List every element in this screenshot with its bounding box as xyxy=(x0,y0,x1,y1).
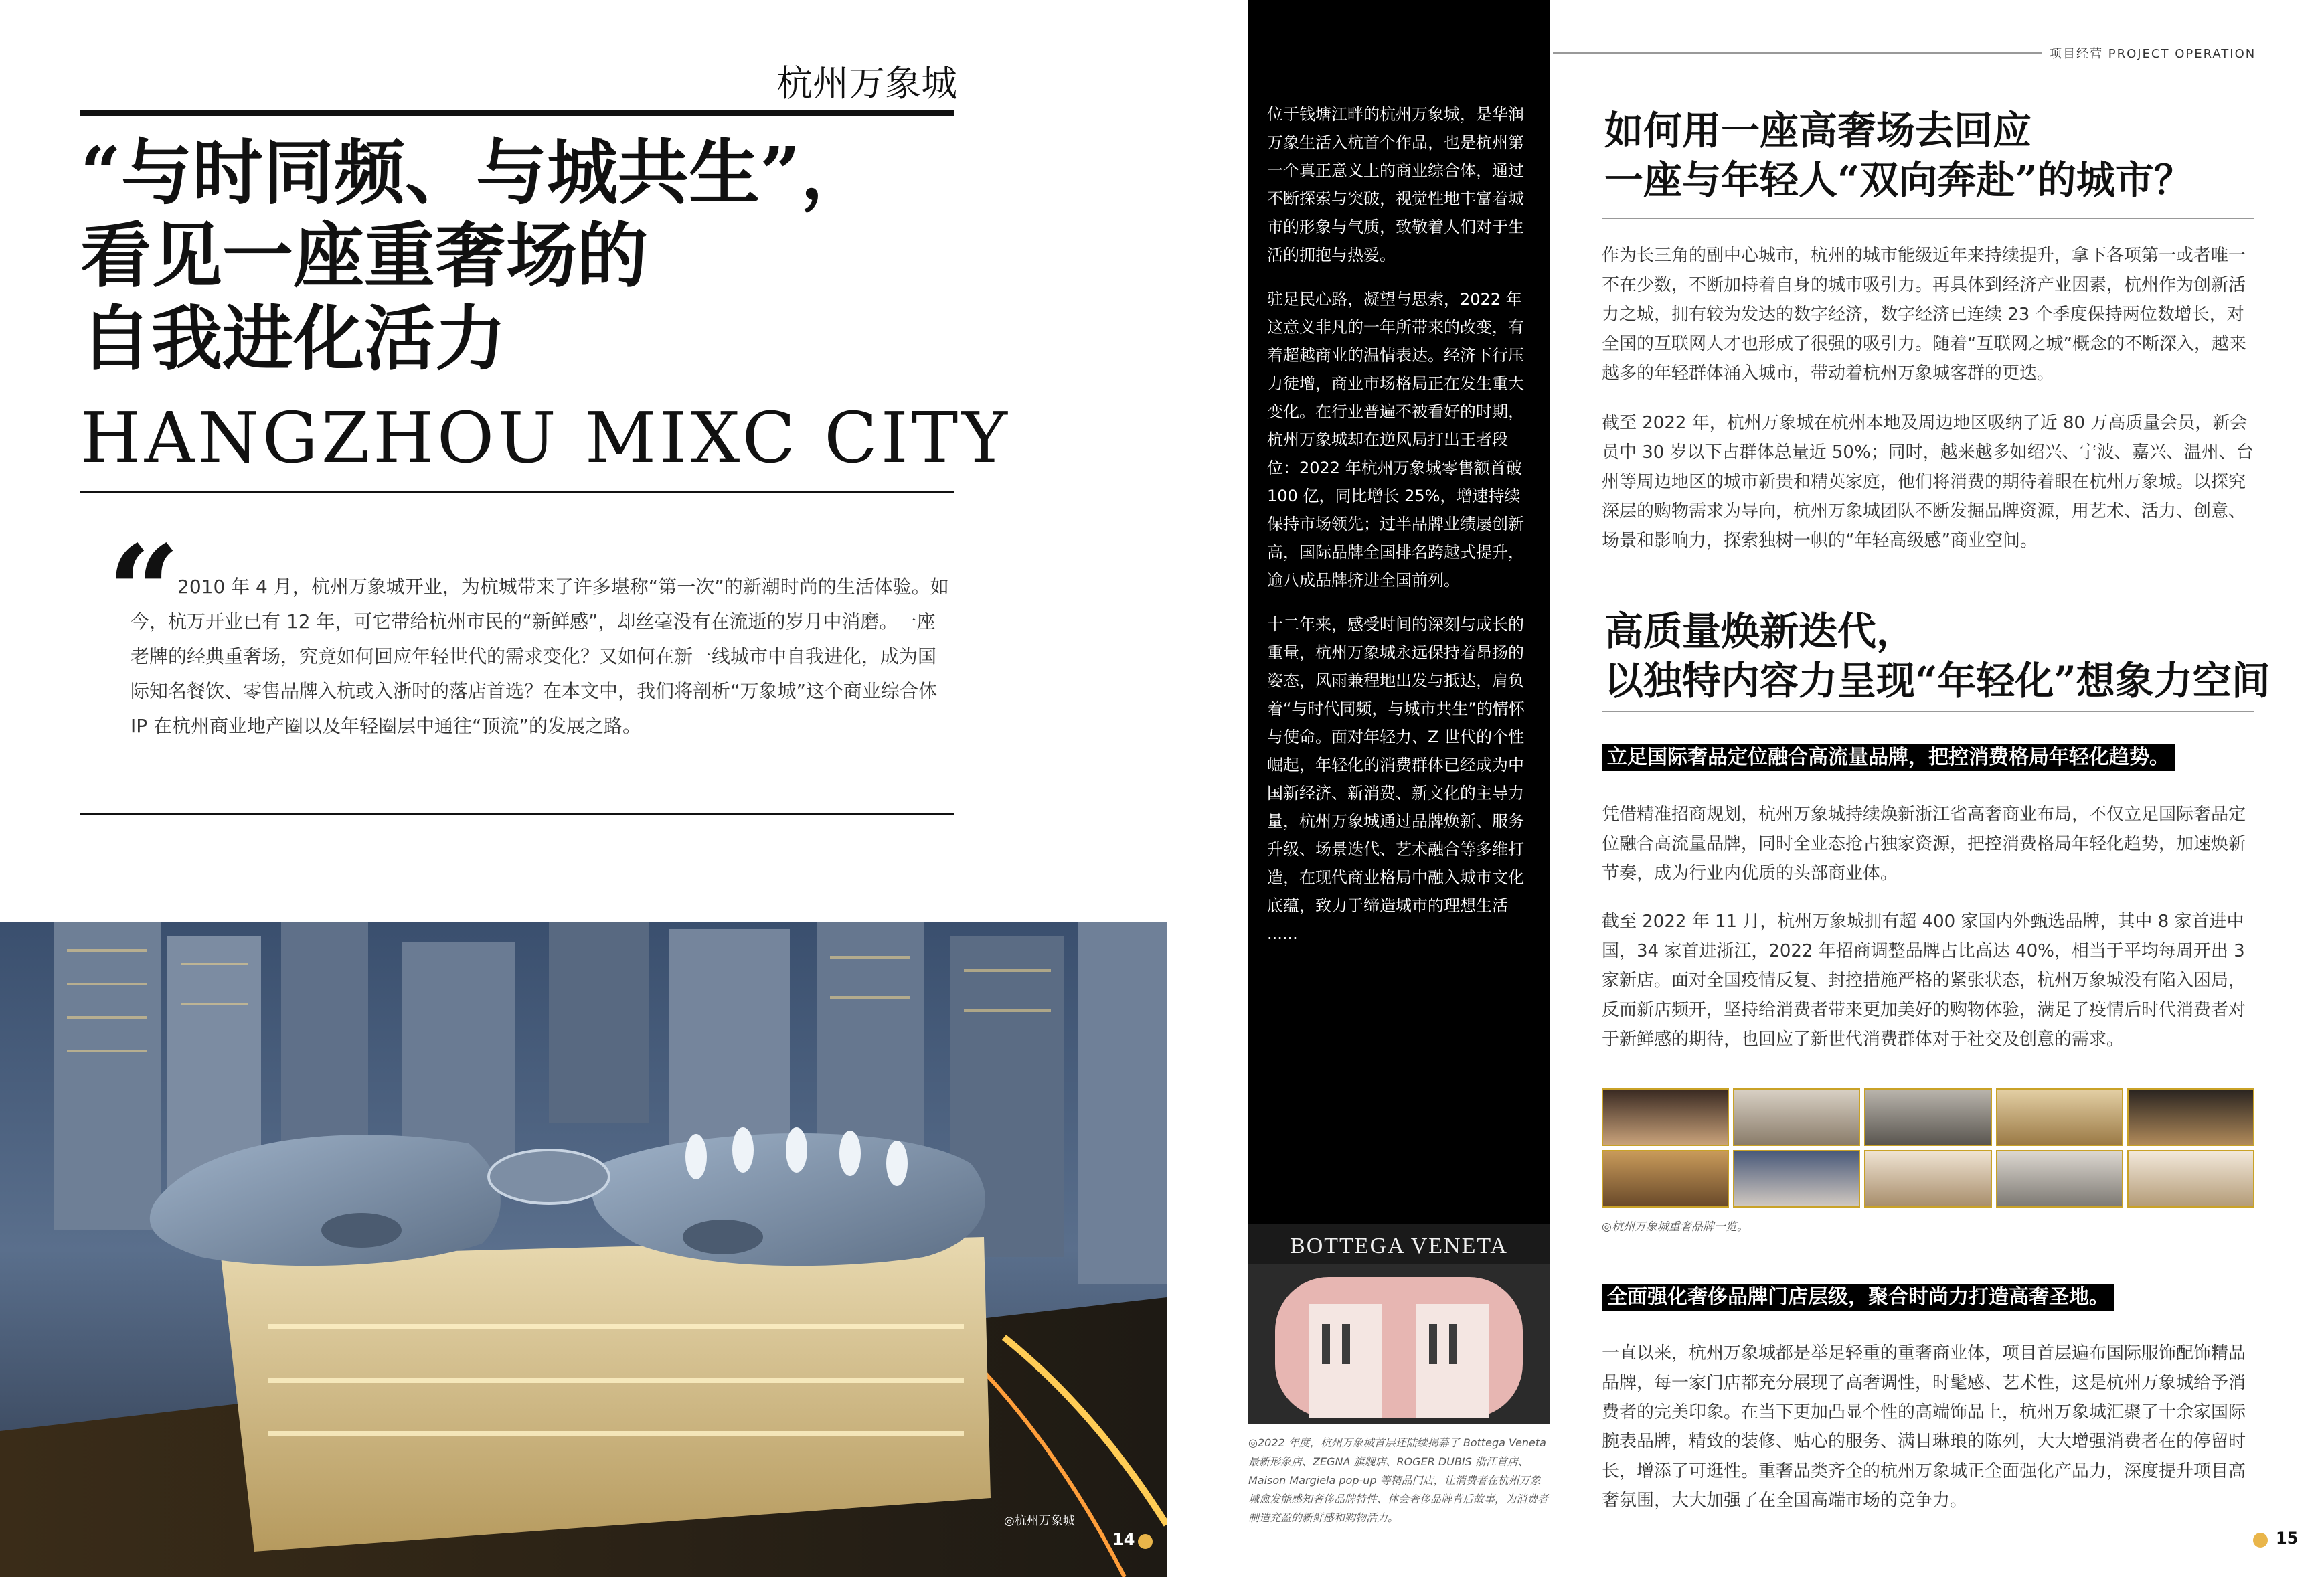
kicker-title: 杭州万象城 xyxy=(776,62,957,104)
brand-store-photo xyxy=(1602,1150,1729,1208)
mall-aerial-photo xyxy=(0,922,1167,1577)
brand-store-photo xyxy=(1864,1150,1991,1208)
page-dot-icon xyxy=(2253,1533,2268,1548)
title-rule xyxy=(80,491,954,493)
brand-store-photo xyxy=(2127,1150,2254,1208)
page-number-right: 15 xyxy=(2276,1529,2299,1548)
intro-rule xyxy=(80,813,954,815)
page-number-left: 14 xyxy=(1112,1530,1135,1549)
section-tag: 项目经营 PROJECT OPERATION xyxy=(2042,44,2264,62)
heading-1-line-1: 如何用一座高奢场去回应 xyxy=(1604,108,2032,153)
heading-2-line-2: 以独特内容力呈现“年轻化”想象力空间 xyxy=(1604,658,2270,703)
grid-caption: ◎杭州万象城重奢品牌一览。 xyxy=(1602,1220,1748,1234)
body-paragraph-4: 截至 2022 年 11 月，杭州万象城拥有超 400 家国内外甄选品牌，其中 8 家首进中国，34 家首进浙江，2022 年招商调整品牌占比高达 40%，相当于平均每周开出 3 家新店。面对全国疫情反复、封控措施严格的紧张状态，杭州万象城没有陷入困局，反而新店频开，坚持给消费者带来更加美好的购物体验，满足了疫情后时代消费者对于新鲜感的期待，也回应了新世代消费群体对于社交及创意的需求。 xyxy=(1602,912,2246,1050)
photo-caption: ◎杭州万象城 xyxy=(1004,1514,1075,1528)
sidebar-paragraph: 十二年来，感受时间的深刻与成长的重量，杭州万象城永远保持着昂扬的姿态，风雨兼程地出发与抵达，肩负着“与时代同频，与城市共生”的情怀与使命。面对年轻力、Z 世代的个性崛起，年轻化的消费群体已经成为中国新经济、新消费、新文化的主导力量，杭州万象城通过品牌焕新、服务升级、场景迭代、艺术融合等多维打造，在现代商业格局中融入城市文化底蕴，致力于缔造城市的理想生活 ...... xyxy=(1267,615,1525,943)
quote-mark-icon: “ xyxy=(107,517,181,667)
page-dot-icon xyxy=(1138,1534,1153,1549)
brand-photo-grid xyxy=(1602,1088,2254,1208)
body-paragraph-3: 凭借精准招商规划，杭州万象城持续焕新浙江省高奢商业布局，不仅立足国际奢品定位融合高流量品牌，同时全业态抢占独家资源，把控消费格局年轻化趋势，加速焕新节奏，成为行业内优质的头部商业体。 xyxy=(1602,805,2246,884)
brand-store-photo xyxy=(1996,1088,2123,1146)
sidebar-paragraph: 驻足民心路，凝望与思索，2022 年这意义非凡的一年所带来的改变，有着超越商业的温情表达。经济下行压力徒增，商业市场格局正在发生重大变化。在行业普遍不被看好的时期，杭州万象城却在逆风局打出王者段位：2022 年杭州万象城零售额首破 100 亿，同比增长 25%，增速持续保持市场领先；过半品牌业绩屡创新高，国际品牌全国排名跨越式提升，逾八成品牌挤进全国前列。 xyxy=(1267,290,1524,590)
brand-store-photo xyxy=(1996,1150,2123,1208)
brand-store-photo xyxy=(1864,1088,1991,1146)
section-heading-1 xyxy=(1604,106,2274,205)
brand-store-photo xyxy=(1733,1150,1860,1208)
sidebar-text xyxy=(1267,100,1535,964)
headline-line-3: 自我进化活力 xyxy=(80,297,506,380)
heading-2-rule xyxy=(1602,711,2254,712)
brand-store-photo xyxy=(1733,1088,1860,1146)
intro-paragraph: 2010 年 4 月，杭州万象城开业，为杭城带来了许多堪称“第一次”的新潮时尚的生活体验。如今，杭万开业已有 12 年，可它带给杭州市民的“新鲜感”，却丝毫没有在流逝的岁月中消磨。一座老牌的经典重奢场，究竟如何回应年轻世代的需求变化？又如何在新一线城市中自我进化，成为国际知名餐饮、零售品牌入杭或入浙时的落店首选？在本文中，我们将剖析“万象城”这个商业综合体 IP 在杭州商业地产圈以及年轻圈层中通往“顶流”的发展之路。 xyxy=(131,576,949,737)
top-rule xyxy=(80,110,954,116)
subheading-1: 立足国际奢品定位融合高流量品牌，把控消费格局年轻化趋势。 xyxy=(1602,744,2175,771)
body-paragraph-2: 截至 2022 年，杭州万象城在杭州本地及周边地区吸纳了近 80 万高质量会员，新会员中 30 岁以下占群体总量近 50%；同时，越来越多如绍兴、宁波、嘉兴、温州、台州等周边地区的城市新贵和精英家庭，他们将消费的期待着眼在杭州万象城。以探究深层的购物需求为导向，杭州万象城团队不断发掘品牌资源，用艺术、活力、创意、场景和影响力，探索独树一帜的“年轻高级感”商业空间。 xyxy=(1602,413,2254,551)
brand-store-photo xyxy=(2127,1088,2254,1146)
subheading-2: 全面强化奢侈品牌门店层级，聚合时尚力打造高奢圣地。 xyxy=(1602,1284,2114,1311)
heading-2-line-1: 高质量焕新迭代， xyxy=(1604,608,1916,654)
body-paragraph-1: 作为长三角的副中心城市，杭州的城市能级近年来持续提升，拿下各项第一或者唯一不在少数，不断加持着自身的城市吸引力。再具体到经济产业因素，杭州作为创新活力之城，拥有较为发达的数字经济，数字经济已连续 23 个季度保持两位数增长，对全国的互联网人才也形成了很强的吸引力。随着“互联网之城”概念的不断深入，越来越多的年轻群体涌入城市，带动着杭州万象城客群的更迭。 xyxy=(1602,246,2246,384)
heading-1-rule xyxy=(1602,218,2254,219)
brand-store-photo xyxy=(1602,1088,1729,1146)
body-paragraph-5: 一直以来，杭州万象城都是举足轻重的重奢商业体，项目首层遍布国际服饰配饰精品品牌，每一家门店都充分展现了高奢调性，时髦感、艺术性，这是杭州万象城给予消费者的完美印象。在当下更加凸显个性的高端饰品上，杭州万象城汇聚了十余家国际腕表品牌，精致的装修、贴心的服务、满目琳琅的陈列，大大增强消费者在的停留时长，增添了可逛性。重奢品类齐全的杭州万象城正全面强化产品力，深度提升项目高奢氛围，大大加强了在全国高端市场的竞争力。 xyxy=(1602,1343,2246,1511)
headline xyxy=(80,131,957,380)
sidebar-paragraph: 位于钱塘江畔的杭州万象城，是华润万象生活入杭首个作品，也是杭州第一个真正意义上的商业综合体，通过不断探索与突破，视觉性地丰富着城市的形象与气质，致敬着人们对于生活的拥抱与热爱。 xyxy=(1267,105,1524,264)
headline-line-1: “与时同频、与城共生”， xyxy=(80,131,872,214)
store-photo-caption: ◎2022 年度，杭州万象城首层还陆续揭幕了 Bottega Veneta 最新形象店、ZEGNA 旗舰店、ROGER DUBIS 浙江首店、Maison Margiela pop-up 等精品门店，让消费者在杭州万象城愈发能感知奢侈品牌特性、体会奢侈品牌背后故事，为消费者制造充盈的新鲜感和购物活力。 xyxy=(1248,1436,1549,1524)
heading-1-line-2: 一座与年轻人“双向奔赴”的城市？ xyxy=(1604,157,2193,203)
headline-line-2: 看见一座重奢场的 xyxy=(80,214,648,297)
bottega-veneta-store-photo xyxy=(1248,1224,1550,1424)
english-title: HANGZHOU MIXC CITY xyxy=(80,397,1011,479)
bv-sign-text: BOTTEGA VENETA xyxy=(1290,1234,1508,1258)
section-heading-2 xyxy=(1604,606,2274,706)
